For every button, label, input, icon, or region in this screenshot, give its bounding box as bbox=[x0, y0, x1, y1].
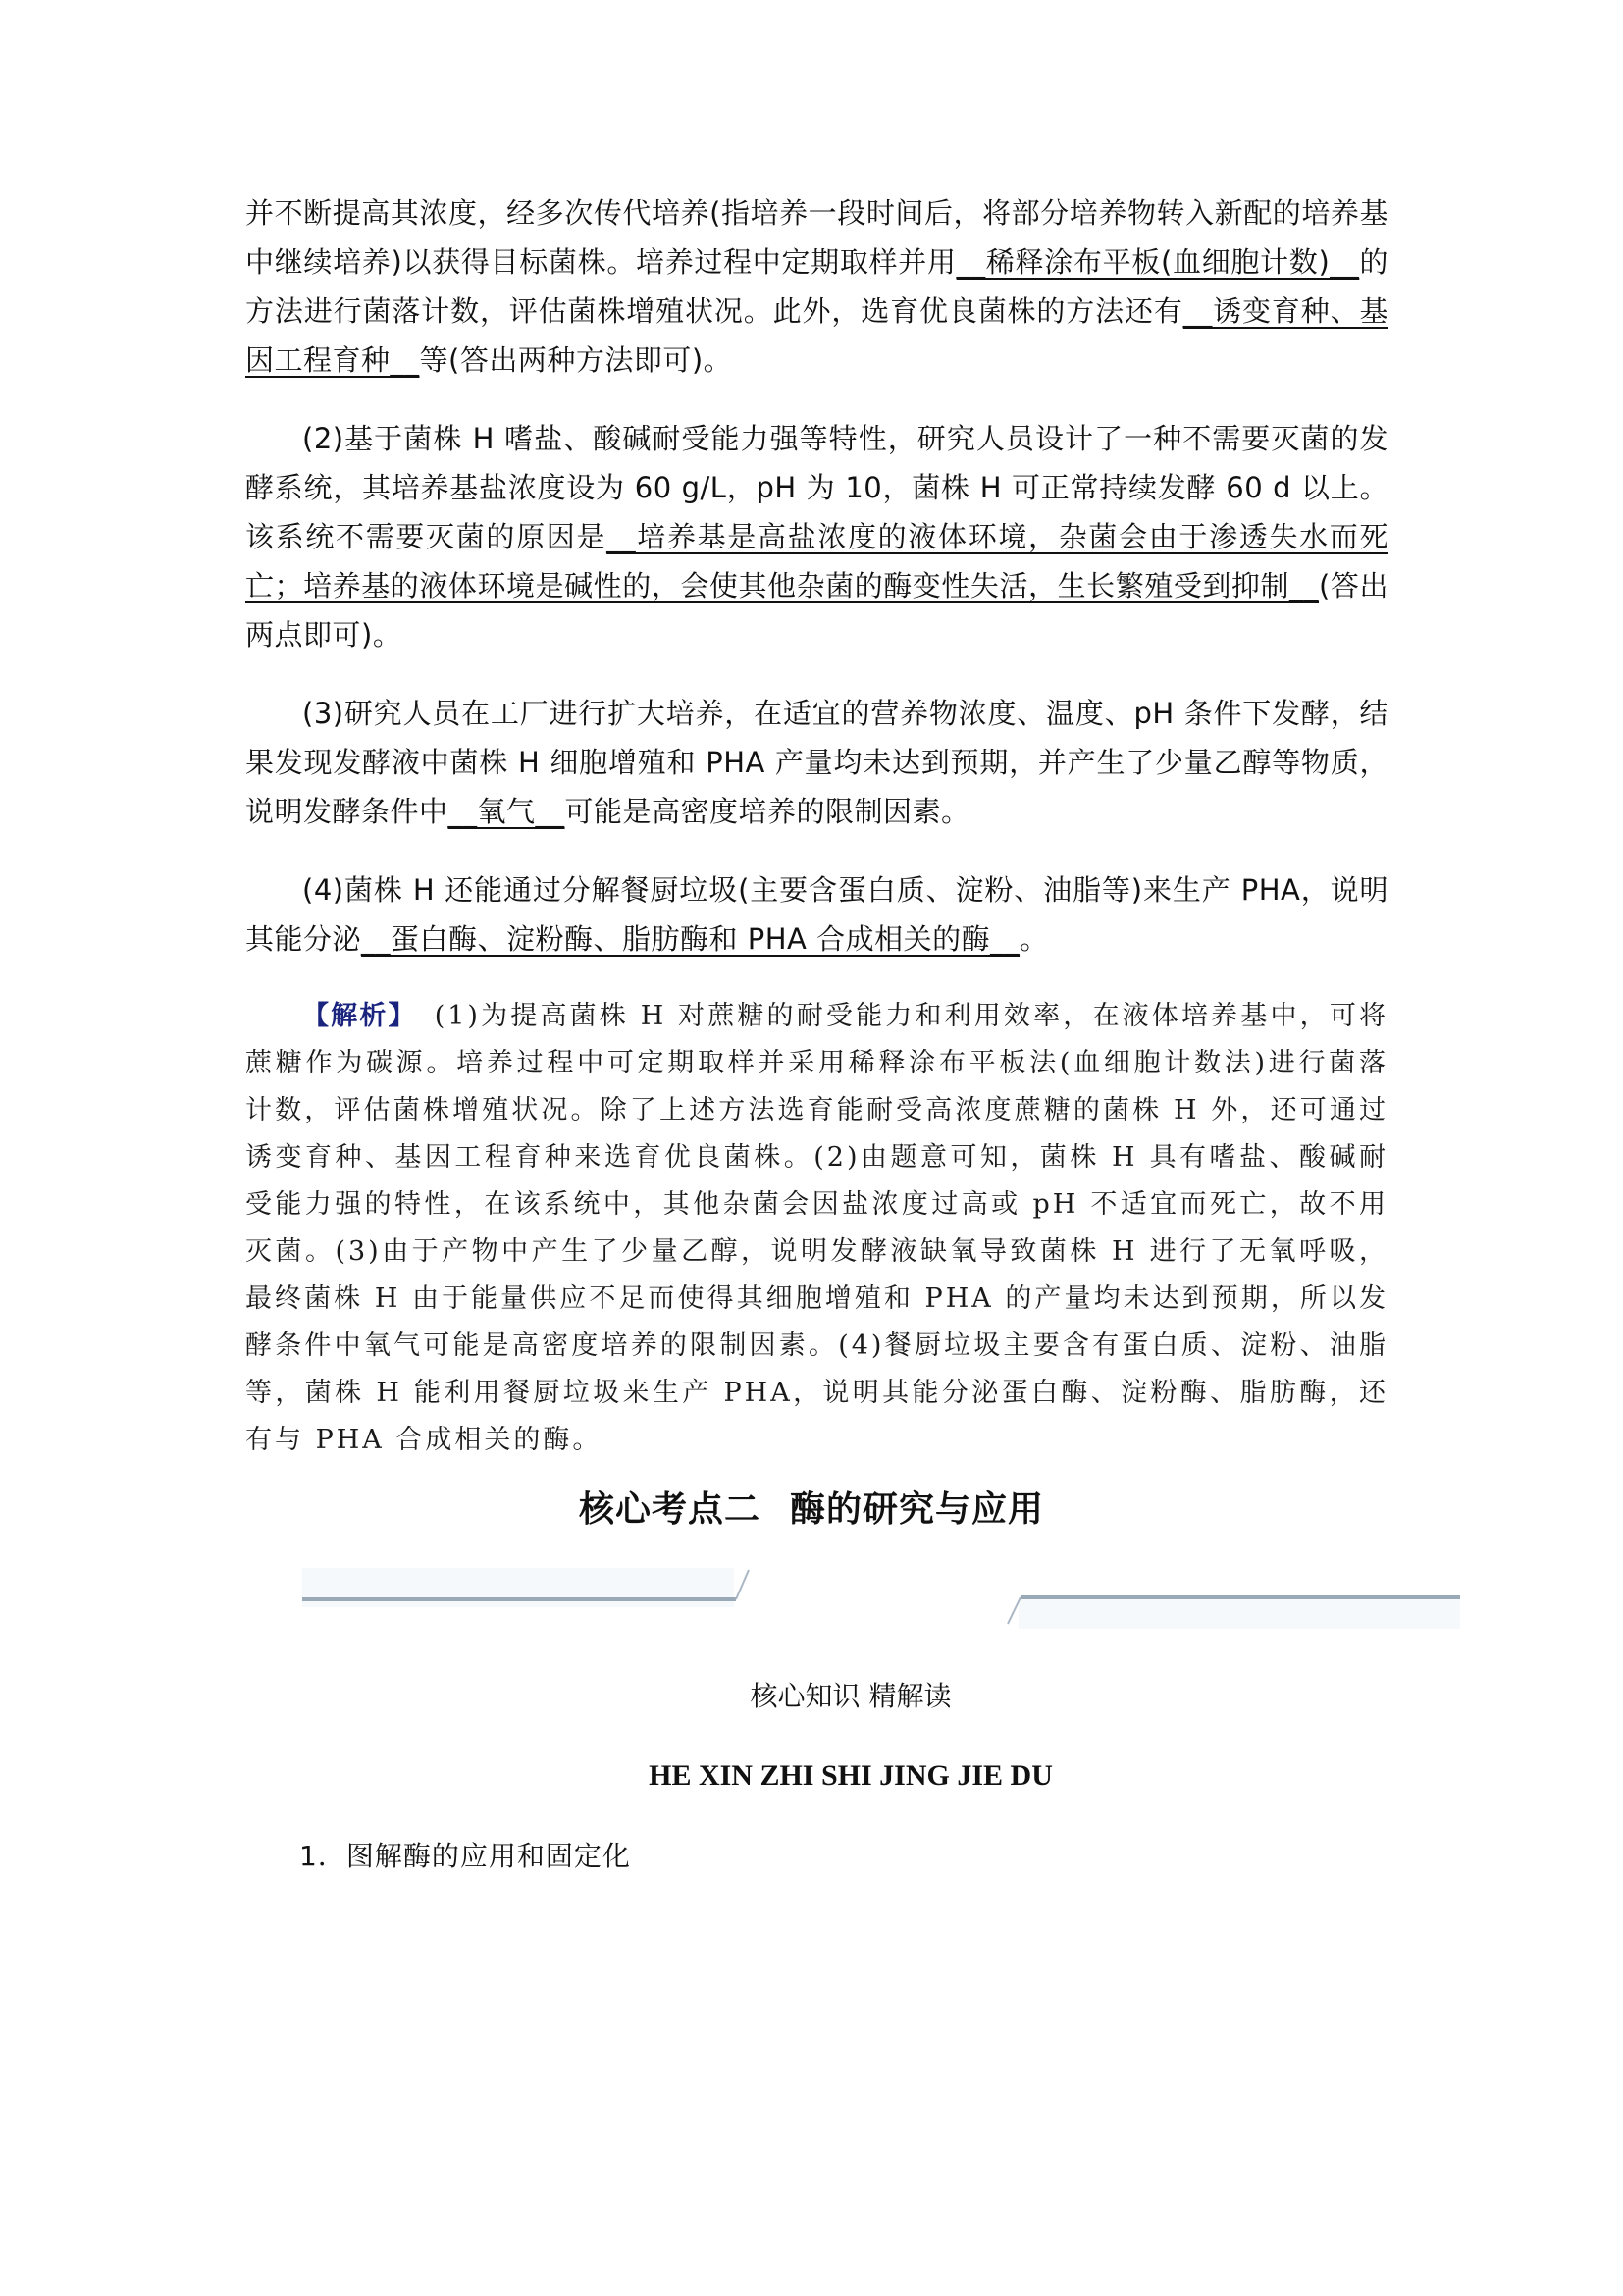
q1-text-after: 等(答出两种方法即可)。 bbox=[419, 343, 733, 377]
item-heading-1: 1．图解酶的应用和固定化 bbox=[299, 1840, 631, 1872]
q2-text-after: (答出两点即可)。 bbox=[245, 569, 1388, 652]
decorative-divider bbox=[294, 1560, 1462, 1629]
q4-text-after: 。 bbox=[1020, 922, 1049, 956]
q1-text-before: 并不断提高其浓度，经多次传代培养(指培养一段时间后，将部分培养物转入新配的培养基中继续培养)以获得目标菌株。培养过程中定期取样并用 bbox=[245, 196, 1388, 279]
section-title-part1: 核心考点二 bbox=[578, 1489, 760, 1530]
divider-right-shadow bbox=[1019, 1597, 1460, 1629]
q2-answer-blank: __培养基是高盐浓度的液体环境，杂菌会由于渗透失水而死亡；培养基的液体环境是碱性的，会使其他杂菌的酶变性失活，生长繁殖受到抑制__ bbox=[245, 520, 1388, 602]
analysis-paragraph bbox=[245, 993, 1388, 1464]
question-paragraph-1 bbox=[245, 188, 1388, 385]
q3-answer-blank: __氧气__ bbox=[447, 795, 565, 828]
subtitle-pinyin: HE XIN ZHI SHI JING JIE DU bbox=[649, 1759, 1053, 1792]
subtitle-chinese: 核心知识 精解读 bbox=[750, 1680, 952, 1712]
q2-text-before: (2)基于菌株 H 嗜盐、酸碱耐受能力强等特性，研究人员设计了一种不需要灭菌的发酵系统，其培养基盐浓度设为 60 g/L，pH 为 10，菌株 H 可正常持续发酵 60 d 以上。该系统不需要灭菌的原因是 bbox=[245, 422, 1388, 553]
question-paragraph-2 bbox=[245, 414, 1388, 659]
q1-answer-blank-1: __稀释涂布平板(血细胞计数)__ bbox=[956, 245, 1360, 279]
q4-text-before: (4)菌株 H 还能通过分解餐厨垃圾(主要含蛋白质、淀粉、油脂等)来生产 PHA，说明其能分泌 bbox=[245, 873, 1388, 956]
question-paragraph-3 bbox=[245, 689, 1388, 836]
analysis-label: 【解析】 bbox=[302, 1001, 417, 1031]
document-page bbox=[245, 188, 1388, 1464]
section-title bbox=[0, 1482, 1623, 1532]
section-title-part2: 酶的研究与应用 bbox=[790, 1489, 1045, 1530]
q1-text-mid: 的方法进行菌落计数，评估菌株增殖状况。此外，选育优良菌株的方法还有 bbox=[245, 245, 1388, 328]
analysis-text: (1)为提高菌株 H 对蔗糖的耐受能力和利用效率，在液体培养基中，可将蔗糖作为碳源。培养过程中可定期取样并采用稀释涂布平板法(血细胞计数法)进行菌落计数，评估菌株增殖状况。除了上述方法选育能耐受高浓度蔗糖的菌株 H 外，还可通过诱变育种、基因工程育种来选育优良菌株。(2)由题意可知，菌株 H 具有嗜盐、酸碱耐受能力强的特性，在该系统中，其他杂菌会因盐浓度过高或 pH 不适宜而死亡，故不用灭菌。(3)由于产物中产生了少量乙醇，说明发酵液缺氧导致菌株 H 进行了无氧呼吸，最终菌株 H 由于能量供应不足而使得其细胞增殖和 PHA 的产量均未达到预期，所以发酵条件中氧气可能是高密度培养的限制因素。(4)餐厨垃圾主要含有蛋白质、淀粉、油脂等，菌株 H 能利用餐厨垃圾来生产 PHA，说明其能分泌蛋白酶、淀粉酶、脂肪酶，还有与 PHA 合成相关的酶。 bbox=[245, 1001, 1389, 1455]
q4-answer-blank: __蛋白酶、淀粉酶、脂肪酶和 PHA 合成相关的酶__ bbox=[361, 922, 1021, 956]
divider-left-slash bbox=[736, 1570, 749, 1599]
question-paragraph-4 bbox=[245, 865, 1388, 964]
q3-text-after: 可能是高密度培养的限制因素。 bbox=[564, 795, 970, 828]
q3-text-before: (3)研究人员在工厂进行扩大培养，在适宜的营养物浓度、温度、pH 条件下发酵，结果发现发酵液中菌株 H 细胞增殖和 PHA 产量均未达到预期，并产生了少量乙醇等物质，说明发酵条件中 bbox=[245, 697, 1388, 828]
q1-answer-blank-2: __诱变育种、基因工程育种__ bbox=[245, 294, 1388, 377]
